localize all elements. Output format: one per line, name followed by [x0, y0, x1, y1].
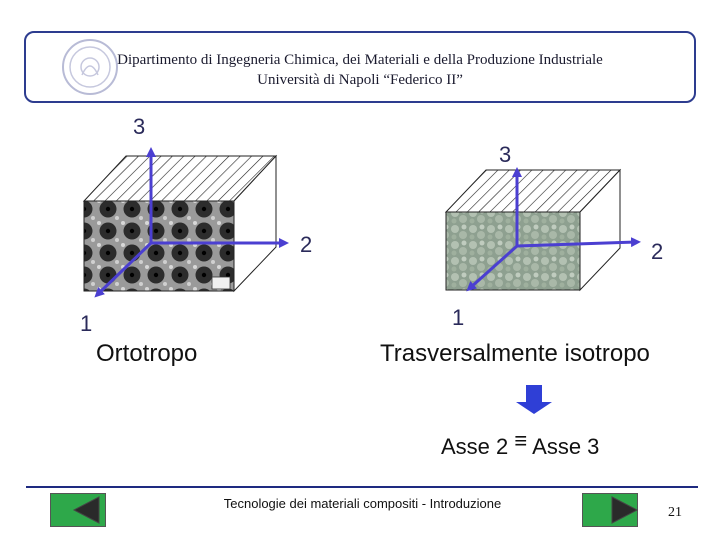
axis-2-text: Asse 2: [441, 434, 509, 459]
left-axis-1-label: 1: [80, 311, 93, 336]
footer-divider: [26, 486, 698, 488]
left-cube: [84, 156, 276, 291]
header-department: Dipartimento di Ingegneria Chimica, dei Materiali e della Produzione Industriale: [117, 52, 603, 68]
footer-title: Tecnologie dei materiali compositi - Introduzione: [223, 496, 502, 511]
left-axis-3-label: 3: [133, 114, 146, 139]
orthotropic-label: Ortotropo: [96, 340, 198, 367]
axis-3-text: Asse 3: [532, 434, 600, 459]
right-axis-2-label: 2: [651, 239, 664, 264]
right-axis-3-label: 3: [499, 142, 512, 167]
transversely-isotropic-label: Trasversalmente isotropo: [380, 340, 650, 367]
previous-slide-button[interactable]: [50, 493, 106, 527]
header-university: Università di Napoli “Federico II”: [257, 72, 463, 88]
down-arrow-icon: [516, 385, 552, 414]
scale-bar-box: [212, 277, 230, 289]
right-axis-1-label: 1: [452, 305, 465, 330]
right-cube: [446, 170, 620, 290]
left-axis-2-label: 2: [300, 232, 313, 257]
axis-equivalence: [441, 428, 600, 460]
page-number: 21: [668, 505, 682, 520]
left-cube-fiber-section: [84, 201, 234, 291]
equivalence-symbol: ≡: [514, 428, 528, 453]
next-slide-button[interactable]: [582, 493, 638, 527]
